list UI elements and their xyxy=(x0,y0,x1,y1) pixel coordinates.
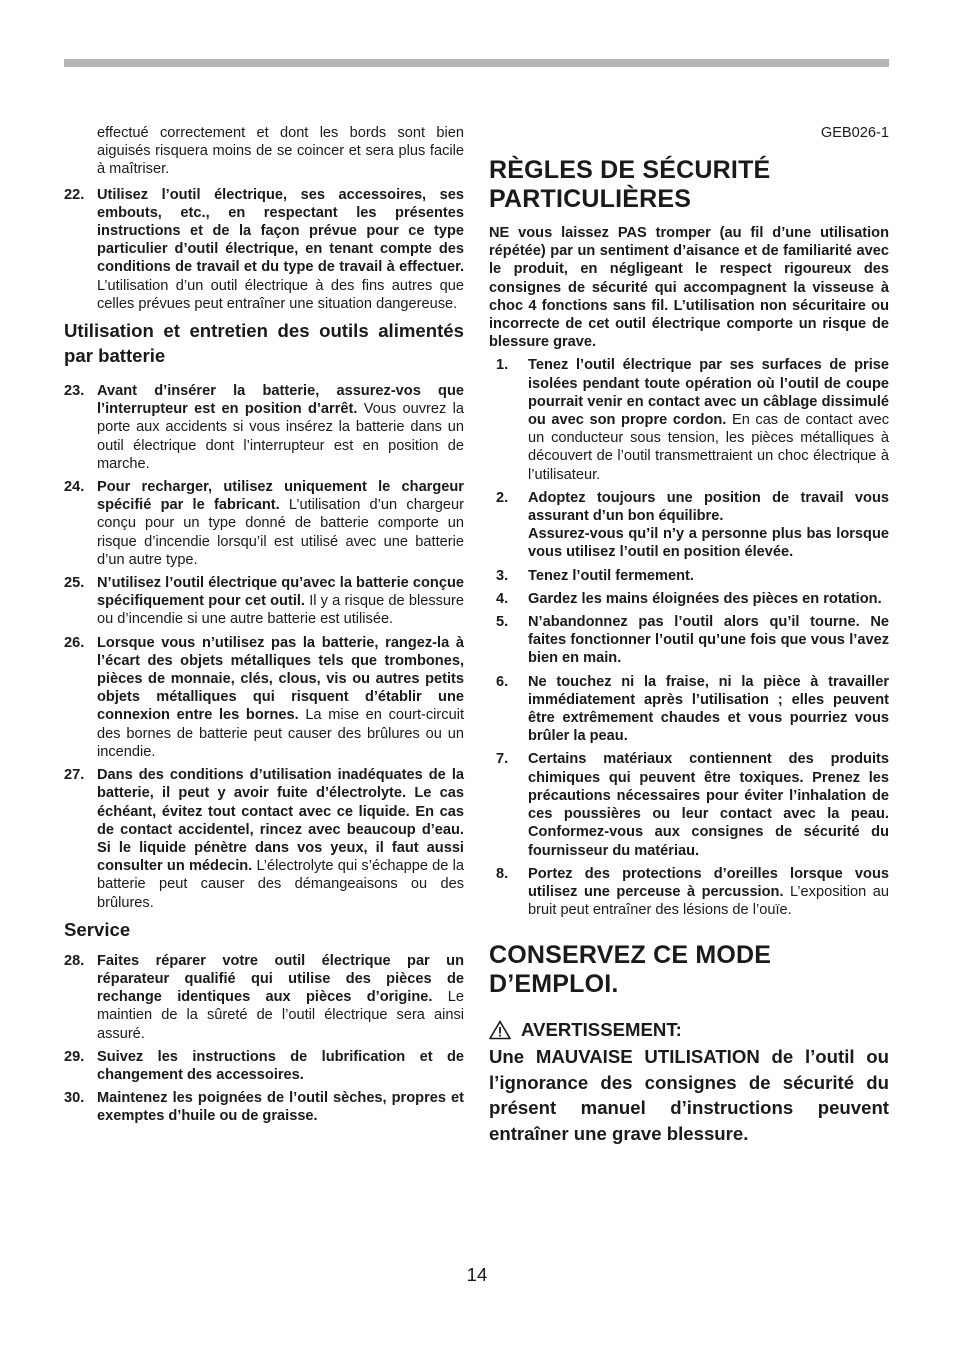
item-bold-text-2: Assurez-vous qu’il n’y a personne plus bas lorsque vous utilisez l’outil en position élevée. xyxy=(528,526,889,561)
item-bold-text: N’utilisez l’outil électrique qu’avec la batterie conçue spécifiquement pour cet outil. xyxy=(97,575,464,610)
document-code: GEB026-1 xyxy=(820,125,889,141)
item-number: 29. xyxy=(64,1048,85,1065)
item-number: 6. xyxy=(496,673,509,690)
item-text: L’électrolyte qui s’échappe de la batterie peut causer des démangeaisons ou des brûlures. xyxy=(97,858,464,911)
header-rule xyxy=(64,59,889,67)
list-item-7 xyxy=(489,750,889,859)
warning-heading xyxy=(489,1019,889,1041)
item-text: L’utilisation d’un chargeur conçu pour un type donné de batterie comporte un risque d’incendie lorsqu’il est utilisé avec une batterie d’un autre type. xyxy=(97,497,464,568)
item-number: 8. xyxy=(496,865,509,882)
list-item-25 xyxy=(64,574,464,629)
item-bold-text: Utilisez l’outil électrique, ses accessoires, ses embouts, etc., en respectant les présentes instructions et de la façon prévue pour ce type particulier d’outil électrique, en tenant compte des conditions de travail et du type de travail à effectuer. xyxy=(97,186,464,276)
list-item-3 xyxy=(489,567,889,585)
list-item-23 xyxy=(64,382,464,473)
section-heading-battery: Utilisation et entretien des outils alimentés par batterie xyxy=(64,320,464,367)
section-title-keep-manual: CONSERVEZ CE MODE D’EMPLOI. xyxy=(489,941,772,999)
item-number: 24. xyxy=(64,479,85,496)
item-bold-text: Gardez les mains éloignées des pièces en rotation. xyxy=(528,590,882,607)
item-text: L’exposition au bruit peut entraîner des lésions de l’ouïe. xyxy=(528,883,889,919)
list-item-27 xyxy=(64,766,464,912)
list-item-29 xyxy=(64,1048,464,1084)
item-number: 28. xyxy=(64,952,85,969)
section-heading-service: Service xyxy=(64,918,131,940)
warning-triangle-icon xyxy=(489,1020,511,1040)
item-number: 26. xyxy=(64,634,85,651)
item-number: 22. xyxy=(64,186,85,203)
right-column xyxy=(489,124,889,1146)
list-item-22 xyxy=(64,186,464,313)
item-text: Le maintien de la sûreté de l’outil électrique sera ainsi assuré. xyxy=(97,989,464,1042)
item-bold-text: Certains matériaux contiennent des produits chimiques qui peuvent être toxiques. Prenez les précautions nécessaires pour éviter l’inhalation de ces poussières ou leur contact avec la peau. Conformez-vous aux consignes de sécurité du fournisseur du matériau. xyxy=(528,751,889,859)
warning-body: Une MAUVAISE UTILISATION de l’outil ou l’ignorance des consignes de sécurité du présent manuel d’instructions peuvent entraîner une grave blessure. xyxy=(489,1046,889,1144)
item-bold-text: Adoptez toujours une position de travail vous assurant d’un bon équilibre. xyxy=(528,489,889,525)
item-bold-text: Dans des conditions d’utilisation inadéquates de la batterie, il peut y avoir fuite d’électrolyte. Le cas échéant, évitez tout contact avec ce liquide. En cas de contact accidentel, rincez avec beaucoup d’eau. Si le liquide pénètre dans vos yeux, il faut aussi consulter un médecin. xyxy=(97,767,464,875)
list-item-30 xyxy=(64,1089,464,1125)
item-number: 27. xyxy=(64,767,85,784)
list-item-28 xyxy=(64,952,464,1043)
warning-title: AVERTISSEMENT: xyxy=(521,1019,682,1041)
safety-intro: NE vous laissez PAS tromper (au fil d’une utilisation répétée) par un sentiment d’aisance et de familiarité avec le produit, en négligeant le respect rigoureux des consignes de sécurité qui accompagnent la visseuse à choc 4 fonctions sans fil. L’utilisation non sécuritaire ou incorrecte de cet outil électrique comporte un risque de blessure grave. xyxy=(489,225,889,351)
item-number: 7. xyxy=(496,751,509,768)
item-bold-text: Pour recharger, utilisez uniquement le chargeur spécifié par le fabricant. xyxy=(97,479,464,514)
item-text: L’utilisation d’un outil électrique à des fins autres que celles prévues peut entraîner une situation dangereuse. xyxy=(97,277,464,312)
item-text: En cas de contact avec un conducteur sous tension, les pièces métalliques à découvert de l’outil transmettraient un choc électrique à l’utilisateur. xyxy=(528,412,890,483)
left-column xyxy=(64,124,464,1131)
list-item-1 xyxy=(489,356,889,483)
item-bold-text: N’abandonnez pas l’outil alors qu’il tourne. Ne faites fonctionner l’outil qu’une fois que vous l’avez bien en main. xyxy=(528,614,889,667)
item-number: 23. xyxy=(64,383,85,400)
intro-paragraph: effectué correctement et dont les bords sont bien aiguisés risquera moins de se coincer et sera plus facile à maîtriser. xyxy=(97,125,464,178)
item-number: 5. xyxy=(496,614,509,631)
item-number: 3. xyxy=(496,567,509,584)
list-item-24 xyxy=(64,478,464,569)
list-item-4 xyxy=(489,590,889,608)
item-bold-text: Tenez l’outil électrique par ses surfaces de prise isolées pendant toute opération où l’outil de coupe pourrait venir en contact avec un câblage dissimulé ou avec son propre cordon. xyxy=(528,357,889,429)
list-item-6 xyxy=(489,673,889,746)
page-number: 14 xyxy=(466,1264,488,1285)
item-number: 25. xyxy=(64,575,85,592)
item-bold-text: Maintenez les poignées de l’outil sèches, propres et exemptes d’huile ou de graisse. xyxy=(97,1090,464,1125)
item-bold-text: Ne touchez ni la fraise, ni la pièce à travailler immédiatement après l’utilisation ; elles peuvent être extrêmement chaudes et vous pourriez vous brûler la peau. xyxy=(528,673,889,745)
item-bold-text: Tenez l’outil fermement. xyxy=(528,567,694,584)
item-text: Vous ouvrez la porte aux accidents si vous insérez la batterie dans un outil électrique dont l’interrupteur est en position de marche. xyxy=(97,401,464,472)
item-bold-text: Lorsque vous n’utilisez pas la batterie, rangez-la à l’écart des objets métalliques tels que trombones, pièces de monnaie, clés, clous, vis ou autres petits objets métalliques qui risquent d’établir une connexion entre les bornes. xyxy=(97,634,464,724)
item-bold-text: Avant d’insérer la batterie, assurez-vos que l’interrupteur est en position d’arrêt. xyxy=(97,383,464,418)
item-number: 30. xyxy=(64,1090,85,1107)
item-number: 4. xyxy=(496,590,509,607)
item-bold-text: Suivez les instructions de lubrification et de changement des accessoires. xyxy=(97,1048,464,1083)
item-bold-text: Portez des protections d’oreilles lorsque vous utilisez une perceuse à percussion. xyxy=(528,865,889,900)
list-item-2 xyxy=(489,489,889,562)
item-text: Il y a risque de blessure ou d’incendie si une autre batterie est utilisée. xyxy=(97,593,465,628)
item-text: La mise en court-circuit des bornes de batterie peut causer des brûlures ou un incendie. xyxy=(97,707,464,760)
item-number: 2. xyxy=(496,489,509,506)
list-item-5 xyxy=(489,613,889,668)
item-number: 1. xyxy=(496,357,509,374)
list-item-8 xyxy=(489,865,889,920)
item-bold-text: Faites réparer votre outil électrique par un réparateur qualifié qui utilise des pièces de rechange identiques aux pièces d’origine. xyxy=(97,952,464,1006)
list-item-26 xyxy=(64,634,464,761)
section-title-safety-rules: RÈGLES DE SÉCURITÉ PARTICULIÈRES xyxy=(489,156,771,213)
